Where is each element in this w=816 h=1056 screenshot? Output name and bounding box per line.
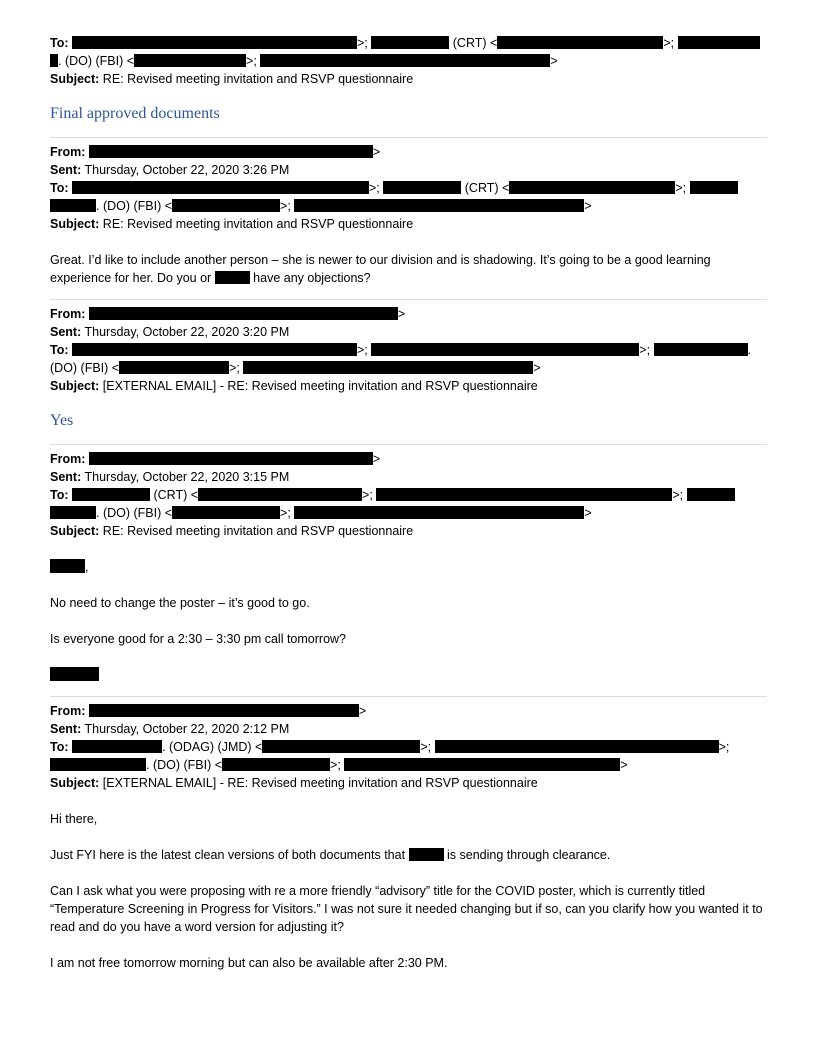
redaction	[50, 199, 96, 212]
to-label: To:	[50, 36, 69, 50]
to-line	[50, 341, 767, 359]
redaction	[72, 343, 357, 356]
subject-line	[50, 377, 767, 395]
redaction	[383, 181, 461, 194]
body-text: is sending through clearance.	[447, 848, 611, 862]
to-line	[50, 486, 767, 504]
to-label: To:	[50, 740, 69, 754]
to-line-cont	[50, 52, 767, 70]
from-line	[50, 143, 767, 161]
redaction	[72, 488, 150, 501]
subject-label: Subject:	[50, 776, 100, 790]
body-paragraph	[50, 251, 767, 287]
subject-label: Subject:	[50, 72, 100, 86]
from-label: From:	[50, 452, 86, 466]
to-text: >;	[330, 758, 341, 772]
subject-label: Subject:	[50, 379, 100, 393]
sent-line	[50, 323, 767, 341]
to-line	[50, 738, 767, 756]
sent-line	[50, 720, 767, 738]
to-line-cont	[50, 197, 767, 215]
redaction	[376, 488, 672, 501]
redaction	[89, 307, 398, 320]
to-text: >;	[246, 54, 257, 68]
redaction	[50, 54, 58, 67]
redaction	[409, 848, 444, 861]
to-line	[50, 179, 767, 197]
redaction	[260, 54, 550, 67]
redaction	[371, 343, 639, 356]
to-label: To:	[50, 343, 69, 357]
redaction	[222, 758, 330, 771]
sent-text: Thursday, October 22, 2020 2:12 PM	[84, 722, 290, 736]
body-paragraph: I am not free tomorrow morning but can also be available after 2:30 PM.	[50, 956, 448, 970]
to-text: >;	[362, 488, 373, 502]
sent-label: Sent:	[50, 470, 82, 484]
redaction	[198, 488, 362, 501]
to-text: >;	[420, 740, 432, 754]
redaction	[172, 506, 280, 519]
redaction	[243, 361, 533, 374]
to-text: (CRT) <	[452, 36, 498, 50]
redaction	[50, 667, 99, 681]
section-heading: Yes	[50, 412, 74, 429]
subject-label: Subject:	[50, 217, 100, 231]
separator	[50, 696, 767, 697]
body-paragraph	[50, 846, 767, 864]
redaction	[654, 343, 748, 356]
redaction	[690, 181, 738, 194]
sent-text: Thursday, October 22, 2020 3:20 PM	[84, 325, 290, 339]
body-text: Just FYI here is the latest clean versions of both documents that	[50, 848, 406, 862]
redaction	[89, 145, 373, 158]
to-text: >	[620, 758, 628, 772]
to-text: . (DO) (FBI) <	[146, 758, 223, 772]
redaction	[72, 36, 357, 49]
to-text: >;	[718, 740, 730, 754]
subject-text: [EXTERNAL EMAIL] - RE: Revised meeting invitation and RSVP questionnaire	[102, 379, 538, 393]
subject-text: RE: Revised meeting invitation and RSVP questionnaire	[102, 72, 414, 86]
redaction	[294, 506, 584, 519]
from-line	[50, 450, 767, 468]
subject-text: RE: Revised meeting invitation and RSVP questionnaire	[102, 524, 414, 538]
message-body	[50, 810, 767, 972]
email-header	[50, 143, 767, 233]
redaction	[50, 758, 146, 771]
from-label: From:	[50, 704, 86, 718]
to-text: >	[550, 54, 558, 68]
email-header	[50, 305, 767, 395]
to-text: >	[584, 199, 592, 213]
redaction	[89, 452, 373, 465]
from-text: >	[372, 145, 381, 159]
to-text: .	[747, 343, 752, 357]
email-header-top	[50, 34, 767, 88]
from-line	[50, 305, 767, 323]
subject-line	[50, 215, 767, 233]
to-label: To:	[50, 488, 69, 502]
to-line-cont	[50, 359, 767, 377]
to-text: >;	[675, 181, 687, 195]
sent-line	[50, 161, 767, 179]
to-line	[50, 34, 767, 52]
to-text: >;	[229, 361, 240, 375]
redaction	[119, 361, 229, 374]
body-text: Great. I’d like to include another person – she is newer to our division and is shadowing. It’s going to be a good learning experience for her. Do you or	[50, 253, 711, 285]
from-line	[50, 702, 767, 720]
redaction	[50, 559, 85, 573]
sent-text: Thursday, October 22, 2020 3:15 PM	[84, 470, 290, 484]
sent-line	[50, 468, 767, 486]
email-header	[50, 450, 767, 540]
body-text: ,	[85, 560, 89, 574]
to-text: >;	[280, 506, 291, 520]
email-header	[50, 702, 767, 792]
to-text: >;	[663, 36, 675, 50]
redaction	[435, 740, 719, 753]
sent-label: Sent:	[50, 722, 82, 736]
to-line-cont	[50, 756, 767, 774]
to-text: >	[584, 506, 592, 520]
redaction	[371, 36, 449, 49]
redaction	[50, 506, 96, 519]
to-text: >;	[672, 488, 684, 502]
from-label: From:	[50, 307, 86, 321]
to-text: . (DO) (FBI) <	[96, 506, 173, 520]
to-text: (CRT) <	[153, 488, 199, 502]
to-text: >;	[639, 343, 651, 357]
from-text: >	[358, 704, 367, 718]
subject-line	[50, 70, 767, 88]
subject-text: RE: Revised meeting invitation and RSVP questionnaire	[102, 217, 414, 231]
body-paragraph: No need to change the poster – it’s good to go.	[50, 596, 310, 610]
separator	[50, 299, 767, 300]
redaction	[678, 36, 760, 49]
subject-line	[50, 774, 767, 792]
to-text: >;	[357, 36, 368, 50]
from-text: >	[372, 452, 381, 466]
to-text: >;	[369, 181, 380, 195]
message-body	[50, 251, 767, 287]
message-body	[50, 558, 767, 684]
redaction	[72, 181, 369, 194]
redaction	[134, 54, 246, 67]
body-paragraph: Hi there,	[50, 812, 98, 826]
redaction	[687, 488, 735, 501]
sent-label: Sent:	[50, 163, 82, 177]
subject-text: [EXTERNAL EMAIL] - RE: Revised meeting invitation and RSVP questionnaire	[102, 776, 538, 790]
to-text: (CRT) <	[464, 181, 510, 195]
to-text: >;	[280, 199, 291, 213]
to-text: (DO) (FBI) <	[50, 361, 120, 375]
redaction	[509, 181, 675, 194]
redaction	[294, 199, 584, 212]
section-heading: Final approved documents	[50, 105, 220, 122]
greeting	[50, 558, 767, 576]
redaction	[215, 271, 250, 284]
redaction	[262, 740, 420, 753]
email-thread	[50, 34, 767, 972]
redaction	[497, 36, 663, 49]
from-label: From:	[50, 145, 86, 159]
separator	[50, 444, 767, 445]
redaction	[89, 704, 359, 717]
to-label: To:	[50, 181, 69, 195]
to-line-cont	[50, 504, 767, 522]
signature	[50, 666, 767, 684]
subject-line	[50, 522, 767, 540]
subject-label: Subject:	[50, 524, 100, 538]
to-text: . (DO) (FBI) <	[58, 54, 135, 68]
from-text: >	[397, 307, 406, 321]
sent-text: Thursday, October 22, 2020 3:26 PM	[84, 163, 290, 177]
to-text: . (ODAG) (JMD) <	[162, 740, 263, 754]
to-text: >	[533, 361, 541, 375]
redaction	[172, 199, 280, 212]
redaction	[344, 758, 620, 771]
body-paragraph: Is everyone good for a 2:30 – 3:30 pm call tomorrow?	[50, 632, 346, 646]
body-paragraph: Can I ask what you were proposing with re a more friendly “advisory” title for the COVID poster, which is currently titled “Temperature Screening in Progress for Visitors.” I was not sure it needed changing but if so, can you clarify how you wanted it to read and do you have a word version for adjusting it?	[50, 884, 763, 934]
redaction	[72, 740, 162, 753]
to-text: . (DO) (FBI) <	[96, 199, 173, 213]
body-text: have any objections?	[253, 271, 371, 285]
to-text: >;	[357, 343, 368, 357]
separator	[50, 137, 767, 138]
sent-label: Sent:	[50, 325, 82, 339]
